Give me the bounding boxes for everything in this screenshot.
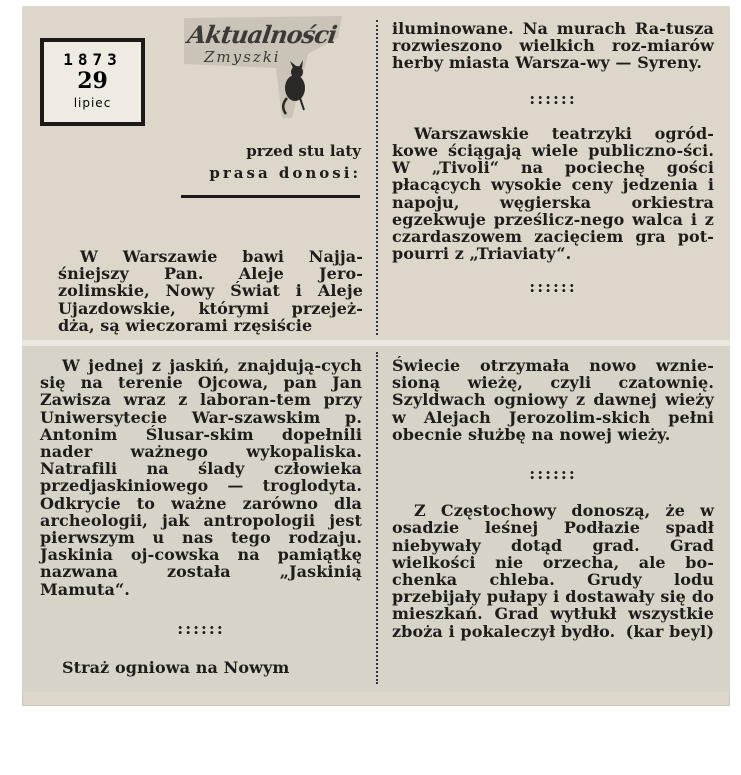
- tagline: [196, 140, 361, 184]
- column-divider-top: [376, 20, 378, 335]
- section-separator: ::::::: [529, 88, 577, 108]
- author-signature: (kar beyl): [625, 621, 714, 641]
- section-separator: ::::::: [177, 618, 225, 638]
- column-logo: [182, 14, 348, 118]
- article-fire-tower: Świecie otrzymała nowo wznie-sioną wieżę, czyli czatownię. Szyldwach ogniowy z dawnej wieży w Alejach Jerozolim-skich pełni obecnie służbę na nowej wieży.: [392, 356, 714, 444]
- tagline-line-2: prasa donosi:: [209, 164, 361, 182]
- article-col1-bottom: [40, 357, 362, 676]
- article-col2-top: [392, 20, 714, 296]
- date-year: 1873: [63, 50, 122, 69]
- article-col1-top: [58, 248, 363, 334]
- section-separator: ::::::: [529, 277, 577, 297]
- logo-word-2: Zmyszki: [204, 48, 281, 66]
- article-fire-brigade-start: Straż ogniowa na Nowym: [62, 658, 290, 678]
- article-warsaw-visit: W Warszawie bawi Najja-śniejszy Pan. Aleje Jero-zolimskie, Nowy Świat i Aleje Ujazdowskie, którymi przejeż-dża, są wieczorami rzęsiście: [58, 247, 363, 335]
- date-box: [40, 38, 145, 126]
- logo-word-1: Aktualności: [185, 20, 339, 49]
- article-illumination: iluminowane. Na murach Ra-tusza rozwieszono wielkich roz-miarów herby miasta Warsza-wy — Syreny.: [392, 19, 714, 73]
- column-divider-bottom: [376, 352, 378, 684]
- date-day: 29: [77, 68, 108, 94]
- tagline-line-1: przed stu laty: [246, 142, 361, 160]
- article-hailstorm: Z Częstochowy donoszą, że w osadzie leśnej Podłazie spadł niebywały dotąd grad. Grad wielkości nie orzecha, ale bo-chenka chleba. Grudy lodu przebijały pułapy i dostawały się do mieszkań. Grad wytłukł wszystkie zboża i pokaleczył bydło.: [392, 501, 714, 641]
- tagline-rule: [181, 195, 360, 198]
- article-theatres: Warszawskie teatrzyki ogród-kowe ściągają wiele publiczno-ści. W „Tivoli“ na pociechę gości płacących wysokie ceny jedzenia i napoju, węgierska orkiestra egzekwuje prześlicz-nego walca i z czardaszowem zacięciem gra pot-pourri z „Triaviaty“.: [392, 123, 714, 264]
- section-separator: ::::::: [529, 464, 577, 484]
- article-cave-discovery: W jednej z jaskiń, znajdują-cych się na terenie Ojcowa, pan Jan Zawisza wraz z laboran-tem przy Uniwersytecie War-szawskim p. Antonim Ślusar-skim dopełnili nader ważnego wykopaliska. Natrafili na ślady człowieka przedjaskiniowego — troglodyta. Odkrycie to ważne zarówno dla archeologii, jak antropologii jest pierwszym u nas tego rodzaju. Jaskinia oj-cowska na pamiątkę nazwana została „Jaskinią Mamuta“.: [40, 356, 362, 599]
- article-col2-bottom: [392, 357, 714, 640]
- date-month: lipiec: [73, 96, 112, 110]
